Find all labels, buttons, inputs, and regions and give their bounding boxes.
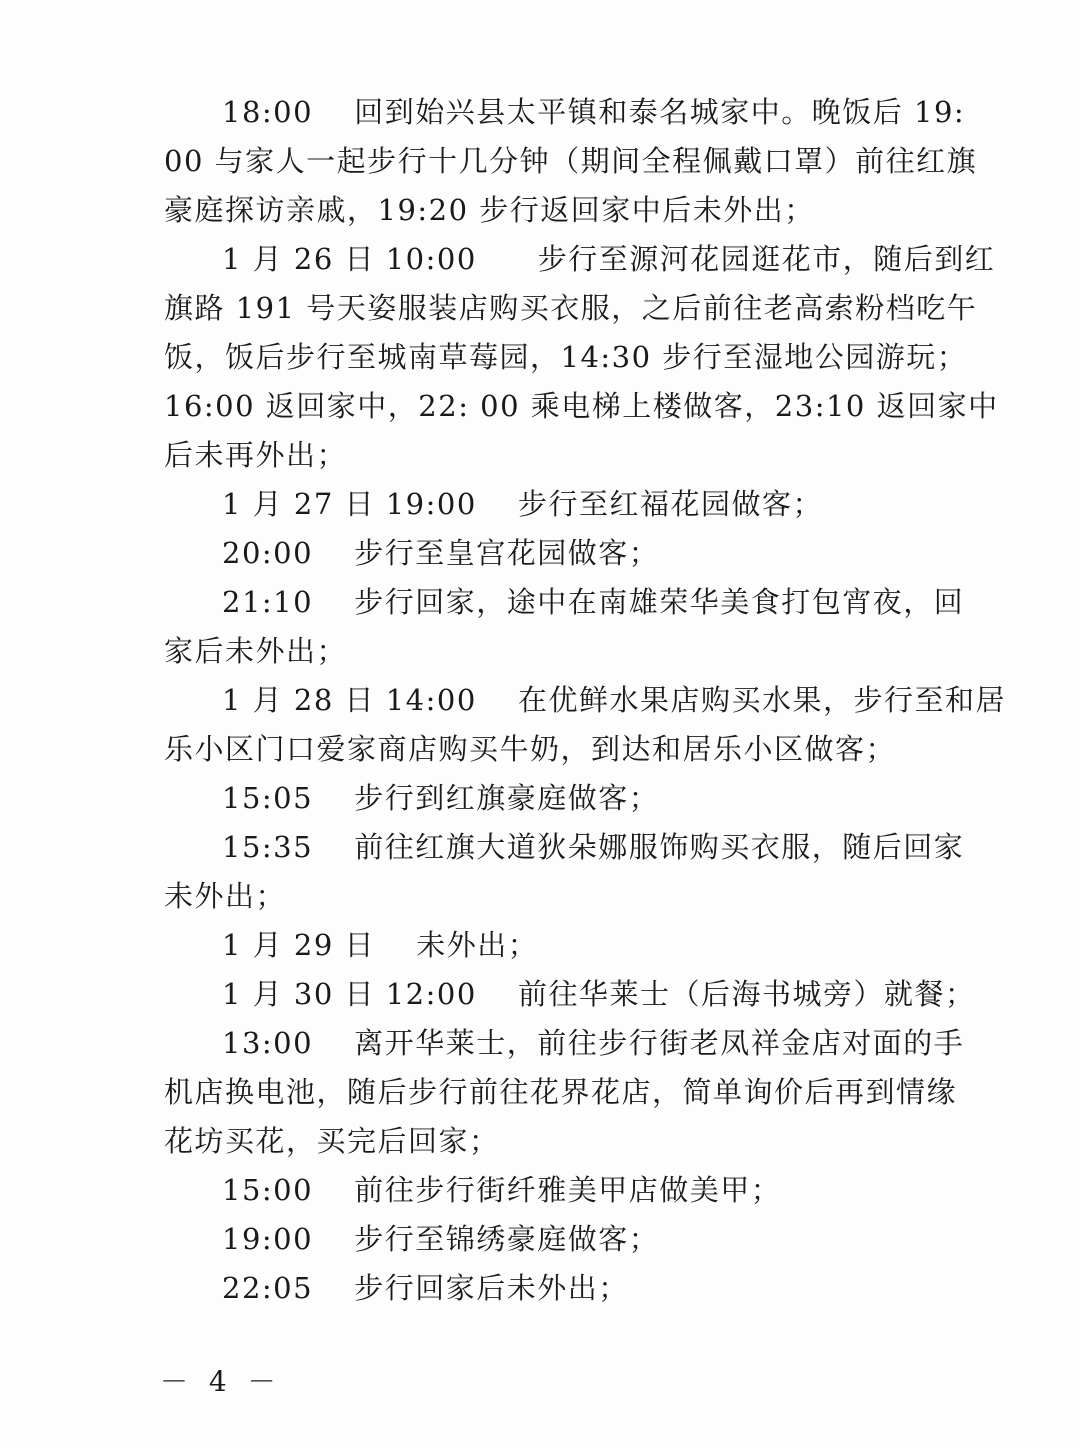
text-line: 未外出； [164,879,287,913]
text-line: 15:35 前往红旗大道狄朵娜服饰购买衣服，随后回家 [222,830,965,864]
text-line: 16:00 返回家中，22: 00 乘电梯上楼做客，23:10 返回家中 [164,389,999,423]
text-line: 1 月 27 日 19:00 步行至红福花园做客； [222,487,824,521]
text-line: 18:00 回到始兴县太平镇和泰名城家中。晚饭后 19: [222,95,966,129]
text-line: 家后未外出； [164,634,348,668]
text-line: 15:00 前往步行街纤雅美甲店做美甲； [222,1173,782,1207]
text-line: 饭，饭后步行至城南草莓园，14:30 步行至湿地公园游玩； [164,340,968,374]
text-line: 豪庭探访亲戚，19:20 步行返回家中后未外出； [164,193,815,227]
text-line: 1 月 30 日 12:00 前往华莱士（后海书城旁）就餐； [222,977,976,1011]
text-line: 旗路 191 号天姿服装店购买衣服，之后前往老高索粉档吃午 [164,291,978,325]
text-line: 1 月 28 日 14:00 在优鲜水果店购买水果，步行至和居 [222,683,1007,717]
text-line: 13:00 离开华莱士，前往步行街老凤祥金店对面的手 [222,1026,965,1060]
text-line: 1 月 26 日 10:00 步行至源河花园逛花市，随后到红 [222,242,996,276]
text-line: 00 与家人一起步行十几分钟（期间全程佩戴口罩）前往红旗 [164,144,978,178]
text-line: 20:00 步行至皇宫花园做客； [222,536,660,570]
page-number: － 4 － [160,1365,282,1398]
text-line: 15:05 步行到红旗豪庭做客； [222,781,660,815]
text-line: 后未再外出； [164,438,348,472]
text-line: 22:05 步行回家后未外出； [222,1271,629,1305]
text-line: 机店换电池，随后步行前往花界花店，简单询价后再到情缘 [164,1075,958,1109]
text-line: 乐小区门口爱家商店购买牛奶，到达和居乐小区做客； [164,732,897,766]
text-line: 21:10 步行回家，途中在南雄荣华美食打包宵夜，回 [222,585,965,619]
text-line: 花坊买花，买完后回家； [164,1124,500,1158]
text-line: 19:00 步行至锦绣豪庭做客； [222,1222,660,1256]
text-line: 1 月 29 日 未外出； [222,928,539,962]
